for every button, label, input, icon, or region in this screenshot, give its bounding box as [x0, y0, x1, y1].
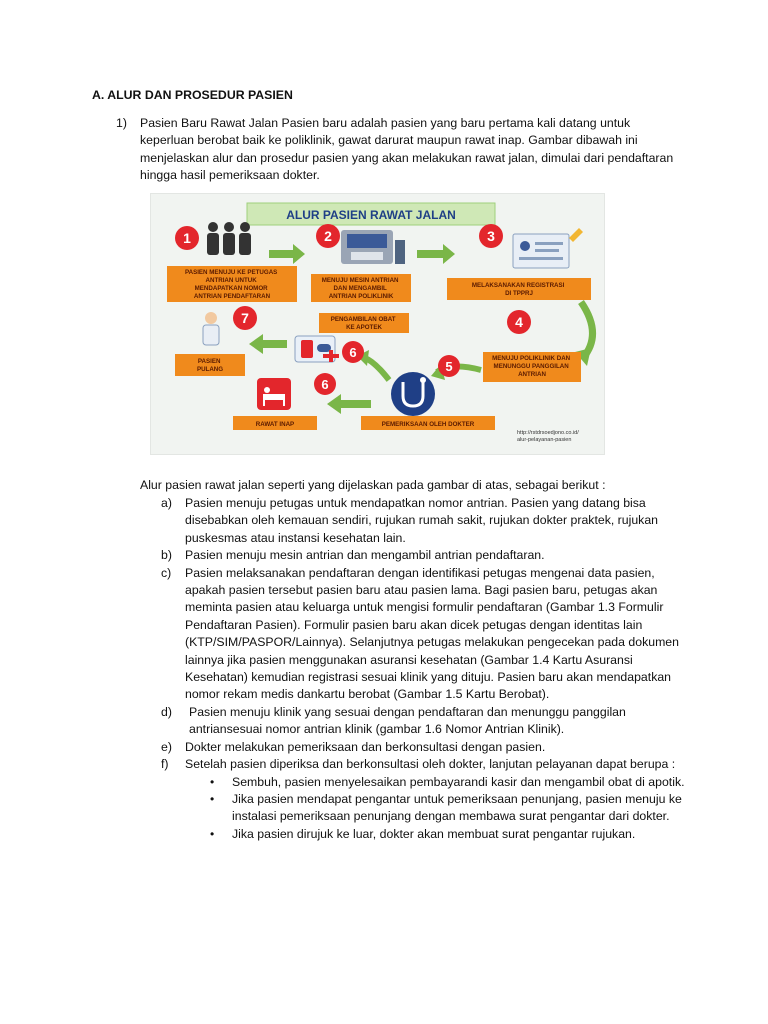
registration-form-icon	[513, 228, 583, 268]
step-4-line2: MENUNGGU PANGGILAN	[493, 363, 569, 370]
step-1-line4: ANTRIAN PENDAFTARAN	[193, 293, 271, 300]
list-item	[140, 495, 688, 547]
list-item	[140, 565, 688, 704]
procedure-list	[140, 495, 688, 843]
medicine-icon	[295, 336, 339, 362]
arrow-left-icon	[249, 334, 287, 354]
patient-flow-figure	[150, 193, 605, 455]
bullet-text: Jika pasien mendapat pengantar untuk pemeriksaan penunjang, pasien menuju ke instalasi pemeriksaan penunjang dengan membawa surat pengantar dari dokter.	[232, 791, 682, 824]
step-2-line2: DAN MENGAMBIL	[333, 285, 387, 292]
step-6-inpatient-line1: RAWAT INAP	[255, 421, 295, 428]
svg-text:http://rstdrsoedjono.co.id/	[517, 430, 580, 443]
bullet-icon: •	[210, 774, 215, 789]
list-item	[140, 756, 688, 773]
source-line2: alur-pelayanan-pasien	[517, 437, 572, 443]
list-intro: Alur pasien rawat jalan seperti yang dijelaskan pada gambar di atas, sebagai berikut :	[140, 478, 606, 492]
step-7-number: 7	[241, 310, 249, 326]
paragraph-number: 1)	[116, 116, 127, 130]
item-text: Pasien menuju petugas untuk mendapatkan nomor antrian. Pasien yang datang bisa disebabkan oleh kemauan sendiri, rujukan rumah sakit, rujukan dokter praktek, rujukan puskesmas atau instansi kesehatan lain.	[185, 496, 659, 545]
step-1-line3: MENDAPATKAN NOMOR	[194, 285, 268, 292]
bullet-icon: •	[210, 791, 215, 806]
item-label: e)	[161, 739, 172, 754]
step-7-line2: PULANG	[196, 366, 224, 373]
item-label: d)	[161, 704, 172, 719]
hospital-bed-icon	[257, 378, 291, 410]
list-item	[140, 704, 688, 739]
step-1-line2: ANTRIAN UNTUK	[205, 277, 257, 284]
step-5-number: 5	[445, 359, 453, 374]
paragraph-text: Pasien Baru Rawat Jalan Pasien baru adalah pasien yang baru pertama kali datang untuk keperluan berobat baik ke poliklinik, gawat darurat maupun rawat inap. Gambar dibawah ini menjelaskan alur dan prosedur pasien yang akan melakukan rawat jalan, dimulai dari pendaftaran hingga hasil pemeriksaan dokter.	[140, 116, 674, 183]
item-label: f)	[161, 757, 169, 772]
step-1-number: 1	[183, 230, 191, 246]
item-text: Setelah pasien diperiksa dan berkonsultasi oleh dokter, lanjutan pelayanan dapat berupa :	[185, 757, 676, 772]
item-label: b)	[161, 548, 172, 563]
step-6-number: 6	[349, 345, 357, 360]
step-3-line2: DI TPPRJ	[505, 290, 533, 297]
step-5-line1: PEMERIKSAAN OLEH DOKTER	[381, 421, 475, 428]
step-2-number: 2	[324, 228, 332, 244]
step-2-line1: MENUJU MESIN ANTRIAN	[321, 277, 399, 284]
step-1-line1: PASIEN MENUJU KE PETUGAS	[184, 269, 278, 276]
intro-paragraph	[116, 115, 686, 185]
step-3-number: 3	[487, 228, 495, 244]
bullet-icon: •	[210, 826, 215, 841]
list-item	[140, 547, 688, 564]
item-text: Dokter melakukan pemeriksaan dan berkonsultasi dengan pasien.	[185, 739, 546, 754]
people-icon	[207, 222, 251, 255]
step-2-line3: ANTRIAN POLIKLINIK	[328, 293, 394, 300]
arrow-left-icon	[327, 394, 371, 414]
step-4-number: 4	[515, 314, 523, 330]
step-4-line3: ANTRIAN	[518, 371, 546, 378]
figure-title: ALUR PASIEN RAWAT JALAN	[286, 208, 456, 222]
bullet-list	[140, 774, 688, 844]
item-label: a)	[161, 496, 172, 510]
step-6-line1: PENGAMBILAN OBAT	[330, 316, 396, 323]
item-text: Pasien menuju klinik yang sesuai dengan pendaftaran dan menunggu panggilan antriansesuai nomor antrian klinik (gambar 1.6 Nomor Antrian Klinik).	[189, 704, 626, 737]
section-heading: A. ALUR DAN PROSEDUR PASIEN	[92, 88, 293, 102]
curved-arrow-icon	[365, 358, 389, 380]
list-item	[140, 739, 688, 756]
bullet-item	[140, 791, 688, 826]
bullet-item	[140, 826, 688, 843]
item-text: Pasien menuju mesin antrian dan mengambil antrian pendaftaran.	[185, 548, 545, 563]
step-3-line1: MELAKSANAKAN REGISTRASI	[471, 282, 565, 289]
step-6-inpatient-number: 6	[321, 377, 329, 392]
bullet-item	[140, 774, 688, 791]
stethoscope-icon	[391, 372, 435, 416]
svg-text:PASIEN PULANG	[197, 358, 223, 373]
step-7-line1: PASIEN	[197, 358, 221, 365]
step-6-line2: KE APOTEK	[346, 324, 382, 331]
arrow-right-icon	[269, 244, 305, 264]
bullet-text: Sembuh, pasien menyelesaikan pembayarandi kasir dan mengambil obat di apotik.	[232, 774, 685, 789]
patient-icon	[203, 312, 219, 345]
arrow-right-icon	[417, 244, 455, 264]
step-4-line1: MENUJU POLIKLINIK DAN	[492, 355, 571, 362]
queue-machine-icon	[341, 230, 405, 264]
source-line1: http://rstdrsoedjono.co.id/	[517, 430, 579, 436]
item-text: Pasien melaksanakan pendaftaran dengan identifikasi petugas mengenai data pasien, apakah pasien tersebut pasien baru atau pasien lama. Bagi pasien baru, petugas akan meminta pasien atau keluarga untuk mengisi formulir pendaftaran (Gambar 1.3 Formulir Pendaftaran Pasien). Formulir pasien baru akan dicek petugas dengan identitas lain (KTP/SIM/PASPOR/Lainnya). Selanjutnya petugas melakukan pengecekan pada dokumen lainnya jika pasien menggunakan asuransi kesehatan (Gambar 1.4 Kartu Asuransi Kesehatan) kemudian registrasi sesuai klinik yang dituju. Pasien baru akan mendapatkan nomor rekam medis dankartu berobat (Gambar 1.5 Kartu Berobat).	[185, 565, 679, 702]
item-label: c)	[161, 565, 172, 580]
bullet-text: Jika pasien dirujuk ke luar, dokter akan membuat surat pengantar rujukan.	[232, 826, 636, 841]
svg-text:PASIEN MENUJU KE PETUGAS	[185, 269, 279, 300]
